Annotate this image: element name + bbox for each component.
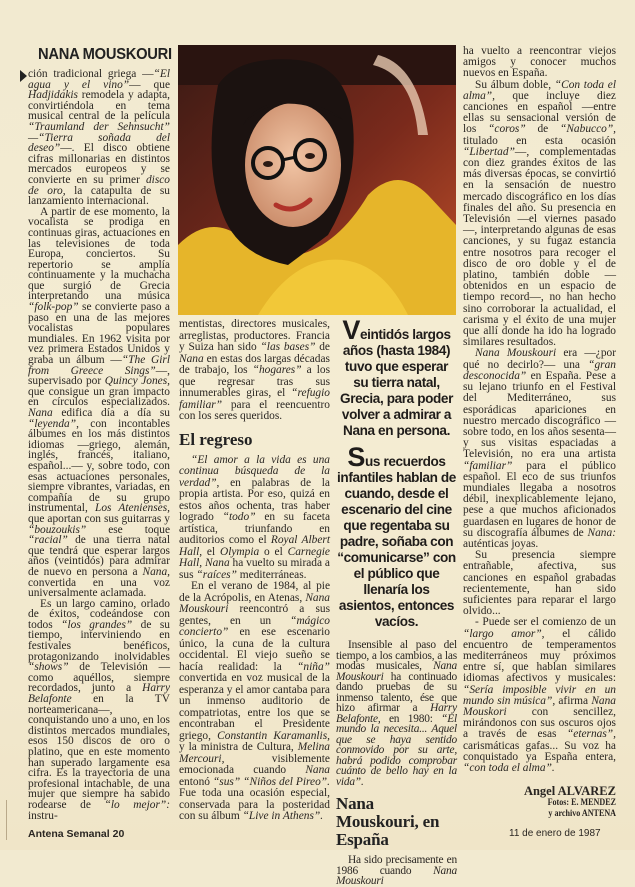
italic-run: “El mundo la necesita... Aquel que se haya sentido conmovido por su arte, habrá podido comprobar cuánto de bello hay en la vida”.	[336, 713, 457, 788]
text-run: , en palabras de la propia artista. Por eso, quizá en estos años ochenta, tras haber logrado	[179, 477, 330, 524]
italic-run: Nana	[179, 353, 204, 365]
text-run: instru-	[28, 810, 58, 822]
text-run: y la ministra de Cultura,	[179, 741, 298, 753]
text-run: ha continuado dando pruebas de su inmenso talento, ése que hizo afirmar a	[336, 671, 457, 715]
italic-run: “los grandes”	[61, 619, 132, 631]
text-run: entonó	[179, 776, 213, 788]
paragraph	[179, 581, 330, 823]
text-run: mediterráneas.	[237, 569, 307, 581]
text-run: — que	[129, 79, 170, 91]
italic-run: “El amor a la vida es una continua búsqueda de la verdad”	[179, 454, 330, 489]
italic-run: Nana Mouskouri	[179, 592, 330, 616]
italic-run: Harry Belafonte,	[336, 702, 457, 725]
text-run: Su presencia siempre entrañable, afectiva, sus canciones en español grabadas recientemente, han sido suficientes para reparar el largo olvido...	[463, 549, 616, 617]
italic-run: “lo mejor”:	[105, 799, 171, 811]
italic-run: Carnegie Hall,	[179, 546, 330, 570]
italic-run: Melina Mercouri,	[179, 741, 330, 765]
italic-run: “raíces”	[196, 569, 237, 581]
italic-run: Nana,	[142, 566, 170, 578]
paragraph	[463, 550, 616, 617]
paragraph	[463, 348, 616, 550]
text-run: mentistas, directores musicales, arreglistas, productores. Francia y Suiza han sido	[179, 318, 330, 353]
italic-run: “folk-pop”	[28, 301, 79, 313]
text-run: el	[202, 546, 220, 558]
text-run: —, supervisado por	[28, 365, 170, 388]
text-run: —. El disco obtiene cifras millonarias en distintos mercados europeos y se convierte en su primer	[28, 142, 170, 186]
italic-run: Nana:	[588, 527, 616, 539]
text-run: ha vuelto su mirada a sus	[179, 557, 330, 581]
italic-run: “coros”	[488, 123, 526, 135]
text-run: A partir de ese momento, la vocalista se prodiga en continuas giras, actuaciones en las televisiones de toda Europa, conciertos. Su repertorio se amplía continuamente y la muchacha que surgió de Grecia interpretando una música	[28, 206, 170, 303]
italic-run: “niña”	[297, 661, 330, 673]
text-run: carismáticas gafas... Su voz ha conquistado ya España entera,	[463, 740, 616, 763]
text-run: para el reencuentro con los seres queridos.	[179, 399, 330, 423]
text-run: en 1980:	[381, 713, 442, 725]
text-run: afirma	[555, 695, 591, 707]
text-run: Es un largo camino, orlado de éxitos, codeándose con todos	[28, 598, 170, 631]
paragraph	[463, 617, 616, 774]
text-run: —, complementadas con diez grandes éxitos de las más diversas épocas, se convirtió en la sensación de nuestro mercado discográfico en los días finales del año. Su presencia en Televisión —el viernes pasado—, interpretando algunas de esas canciones, y su fugaz estancia entre nosotros para recoger el disco de oro doble y el de platino, también doble —obtenidos en un espacio de tiempo record—, no han hecho sino corroborar la actualidad, el carisma y el éxito de una mujer que allí donde ha ido ha logrado similares resultados.	[463, 146, 616, 348]
text-run: se convierte paso a paso en una de las mejores vocalistas populares mundiales. En 1962 visita por vez primera Estados Unidos y graba un álbum —	[28, 301, 170, 366]
pull-quote-1: Veintidós largos años (hasta 1984) tuvo que esperar su tierra natal, Grecia, para poder volver a admirar a Nana en persona.	[336, 320, 457, 439]
italic-run: disco de oro,	[28, 174, 170, 197]
photo-credit: Fotos: E. MENDEZ	[486, 798, 616, 809]
italic-run: “El agua y el vino”	[28, 68, 170, 91]
text-run: , con incontables álbumes en los más distintos idiomas —griego, alemán, inglés, francés, italiano, español...— y, sobre todo, con esas actuaciones personales, siempre vibrantes, variadas, en compañía de su grupo instrumental,	[28, 418, 170, 515]
photo-nana-mouskouri	[178, 45, 456, 315]
italic-run: “refugio familiar”	[179, 387, 330, 411]
text-run: ción tradicional griega —	[28, 68, 154, 80]
text-run: o el	[259, 546, 287, 558]
section-kicker: NANA MOUSKOURI	[38, 46, 172, 64]
italic-run: Constantin Karamanlis,	[217, 730, 330, 742]
text-run: en la TV norteamericana—, conquistando uno a uno, en los distintos mercados mundiales, esos 150 discos de oro o platino, que en este momento han superado largamente esa cifra. Es la trayectoria de una profesional intachable, de una mujer que siempre ha sabido rodearse de	[28, 693, 170, 811]
italic-run: Quincy Jones,	[105, 375, 170, 387]
italic-run: “sus” “Niños del Pireo”.	[213, 776, 330, 788]
italic-run: Nana Mouskouri	[336, 865, 457, 887]
archive-credit: y archivo ANTENA	[486, 809, 616, 820]
italic-run: Nana Mouskouri	[336, 660, 457, 683]
text-run: Fue toda una ocasión especial, conservada para la posteridad con su álbum	[179, 787, 330, 822]
italic-run: “racial”	[28, 534, 68, 546]
italic-run: Nana Mouskori	[463, 695, 616, 718]
italic-run: Nana	[205, 557, 230, 569]
italic-run: “eternas”,	[567, 728, 616, 740]
italic-run: “Libertad”	[463, 146, 515, 158]
text-run: en España. Pese a su lejano triunfo en el Festival del Mediterráneo, sus esporádicas apariciones en nuestro mercado discográfico —sobre todo, en los años sesenta— y sus visitas espaciadas a Televisión, no era una artista	[463, 370, 616, 460]
paragraph	[463, 80, 616, 349]
italic-run: Royal Albert Hall,	[179, 534, 330, 558]
subheading-el-regreso: El regreso	[179, 431, 330, 449]
text-run: remodela y adapta, convirtiéndola en tema musical central de la película	[28, 89, 170, 122]
paragraph	[179, 455, 330, 582]
italic-run: “las bases”	[260, 341, 315, 353]
text-run: en ese escenario único, la cuna de la cultura occidental. El viejo sueño se hacía realidad: la	[179, 626, 330, 673]
italic-run: “leyenda”	[28, 418, 76, 430]
text-run: a los que regresar tras sus innumerables giras, el	[179, 364, 330, 399]
text-run: de	[526, 123, 560, 135]
italic-run: Hadjidakis	[28, 89, 78, 101]
text-run: Insensible al paso del tiempo, a los cambios, a las modas musicales,	[336, 639, 457, 672]
italic-run: Harry Belafonte	[28, 682, 170, 705]
italic-run: Nana	[305, 764, 330, 776]
text-run: de	[315, 341, 330, 353]
byline	[463, 784, 616, 820]
text-run: visiblemente emocionada cuando	[179, 753, 330, 777]
italic-run: Olympia	[220, 546, 259, 558]
paragraph	[28, 69, 170, 207]
text-run: con sencillez, mirándonos con sus oscuros ojos a través de esas	[463, 706, 616, 740]
paragraph	[179, 319, 330, 423]
drop-cap: V	[342, 315, 360, 345]
footer-date: 11 de enero de 1987	[509, 828, 601, 839]
drop-cap: S	[347, 442, 365, 472]
text-run: para el público español. El eco de sus triunfos mundiales llegaba a nosotros débil, inexplicablemente lejano, pese a que muchos aficionados guardasen en lugares de honor de su discografía álbumes de	[463, 460, 616, 539]
italic-run: “todo”	[223, 511, 256, 523]
text-run: ha vuelto a reencontrar viejos amigos y conocer muchos nuevos en España.	[463, 45, 616, 79]
text-run: - Puede ser el comienzo de un	[475, 616, 616, 628]
text-run: convertida en voz musical de la esperanza y el amor cantaba para un inmenso auditorio de compatriotas, entre los que se encontraban el Presidente griego,	[179, 672, 330, 742]
italic-run: “largo amor”,	[463, 628, 545, 640]
continuation-arrow-icon	[20, 70, 27, 82]
paragraph	[463, 46, 616, 80]
italic-run: “shows”	[28, 661, 69, 673]
italic-run: Nana	[28, 407, 53, 419]
text-run: En el verano de 1984, al pie de la Acrópolis, en Atenas,	[179, 580, 330, 604]
text-run: titulado en esta ocasión	[463, 135, 616, 147]
text-run: de una tierra natal que tendrá que esperar largos años (veintidós) para admirar de nuevo en persona a	[28, 534, 170, 578]
text-run: en su faceta artística, triunfando en auditorios como el	[179, 511, 330, 546]
text-run: convertida en una voz universalmente aclamada.	[28, 577, 170, 600]
article-column-1	[28, 69, 170, 821]
text-run: auténticas joyas.	[463, 538, 538, 550]
italic-run: Los Atenienses,	[95, 502, 170, 514]
footer-publication-page: Antena Semanal 20	[28, 828, 124, 840]
text-run: edifica día a día su	[53, 407, 170, 419]
text-run: ese toque	[86, 524, 170, 536]
text-run: Ha sido precisamente en 1986 cuando	[336, 854, 457, 877]
italic-run: “mágico concierto”	[179, 615, 330, 639]
article-column-2	[179, 319, 330, 823]
pull-quote-2: Sus recuerdos infantiles hablan de cuando, desde el escenario del cine que regentaba su padre, soñaba con “comunicarse” con el público que llenaría los asientos, entonces vacíos.	[336, 447, 457, 630]
paragraph	[336, 640, 457, 787]
italic-run: “The Girl from Greece Sings”	[28, 354, 170, 377]
margin-rule	[6, 800, 7, 840]
text-run: que aportan con sus guitarras y	[28, 513, 170, 525]
italic-run: “Con toda el alma”,	[463, 79, 616, 102]
paragraph	[28, 207, 170, 599]
text-run: la catapulta de su lanzamiento internacional.	[28, 185, 170, 208]
article-column-3	[336, 320, 457, 887]
article-column-4	[463, 46, 616, 820]
text-run: de Televisión —como aquéllos, siempre recordados, junto a	[28, 661, 170, 694]
italic-run: Nana Mouskouri	[475, 347, 556, 359]
text-run: era —¿por qué no decirlo?— una	[463, 347, 616, 370]
italic-run: “hogares”	[253, 364, 302, 376]
italic-run: “bouzoukis”	[28, 524, 86, 536]
text-run: de su tiempo, interviniendo en festivales benéficos, protagonizando inolvidables	[28, 619, 170, 663]
text-run: en estas dos largas décadas de trabajo, los	[179, 353, 330, 377]
text-run: que incluye diez canciones en español —entre ellas su sensacional versión de los	[463, 90, 616, 136]
italic-run: “Nabucco”,	[560, 123, 616, 135]
italic-run: “Traumland der Sehnsucht” —“Tierra soñada del deseo”	[28, 121, 170, 154]
text-run: que consigue un gran impacto en círculos especializados.	[28, 386, 170, 409]
paragraph	[28, 599, 170, 821]
italic-run: “Sería imposible vivir en un mundo sin música”,	[463, 684, 616, 707]
paragraph	[336, 855, 457, 887]
author: Angel ALVAREZ	[463, 784, 616, 798]
text-run: Su álbum doble,	[475, 79, 555, 91]
italic-run: “Live in Athens”.	[243, 810, 323, 822]
text-run: el cálido encuentro de temperamentos mediterráneos muy próximos entre sí, que hablan similares idiomas afectivos y musicales:	[463, 628, 616, 685]
text-run: reencontró a sus gentes, en un	[179, 603, 330, 627]
italic-run: “gran desconocida”	[463, 359, 616, 382]
subheading-en-espana: Nana Mouskouri, en España	[336, 795, 457, 849]
italic-run: “familiar”	[463, 460, 512, 472]
italic-run: “con toda el alma”.	[463, 762, 555, 774]
